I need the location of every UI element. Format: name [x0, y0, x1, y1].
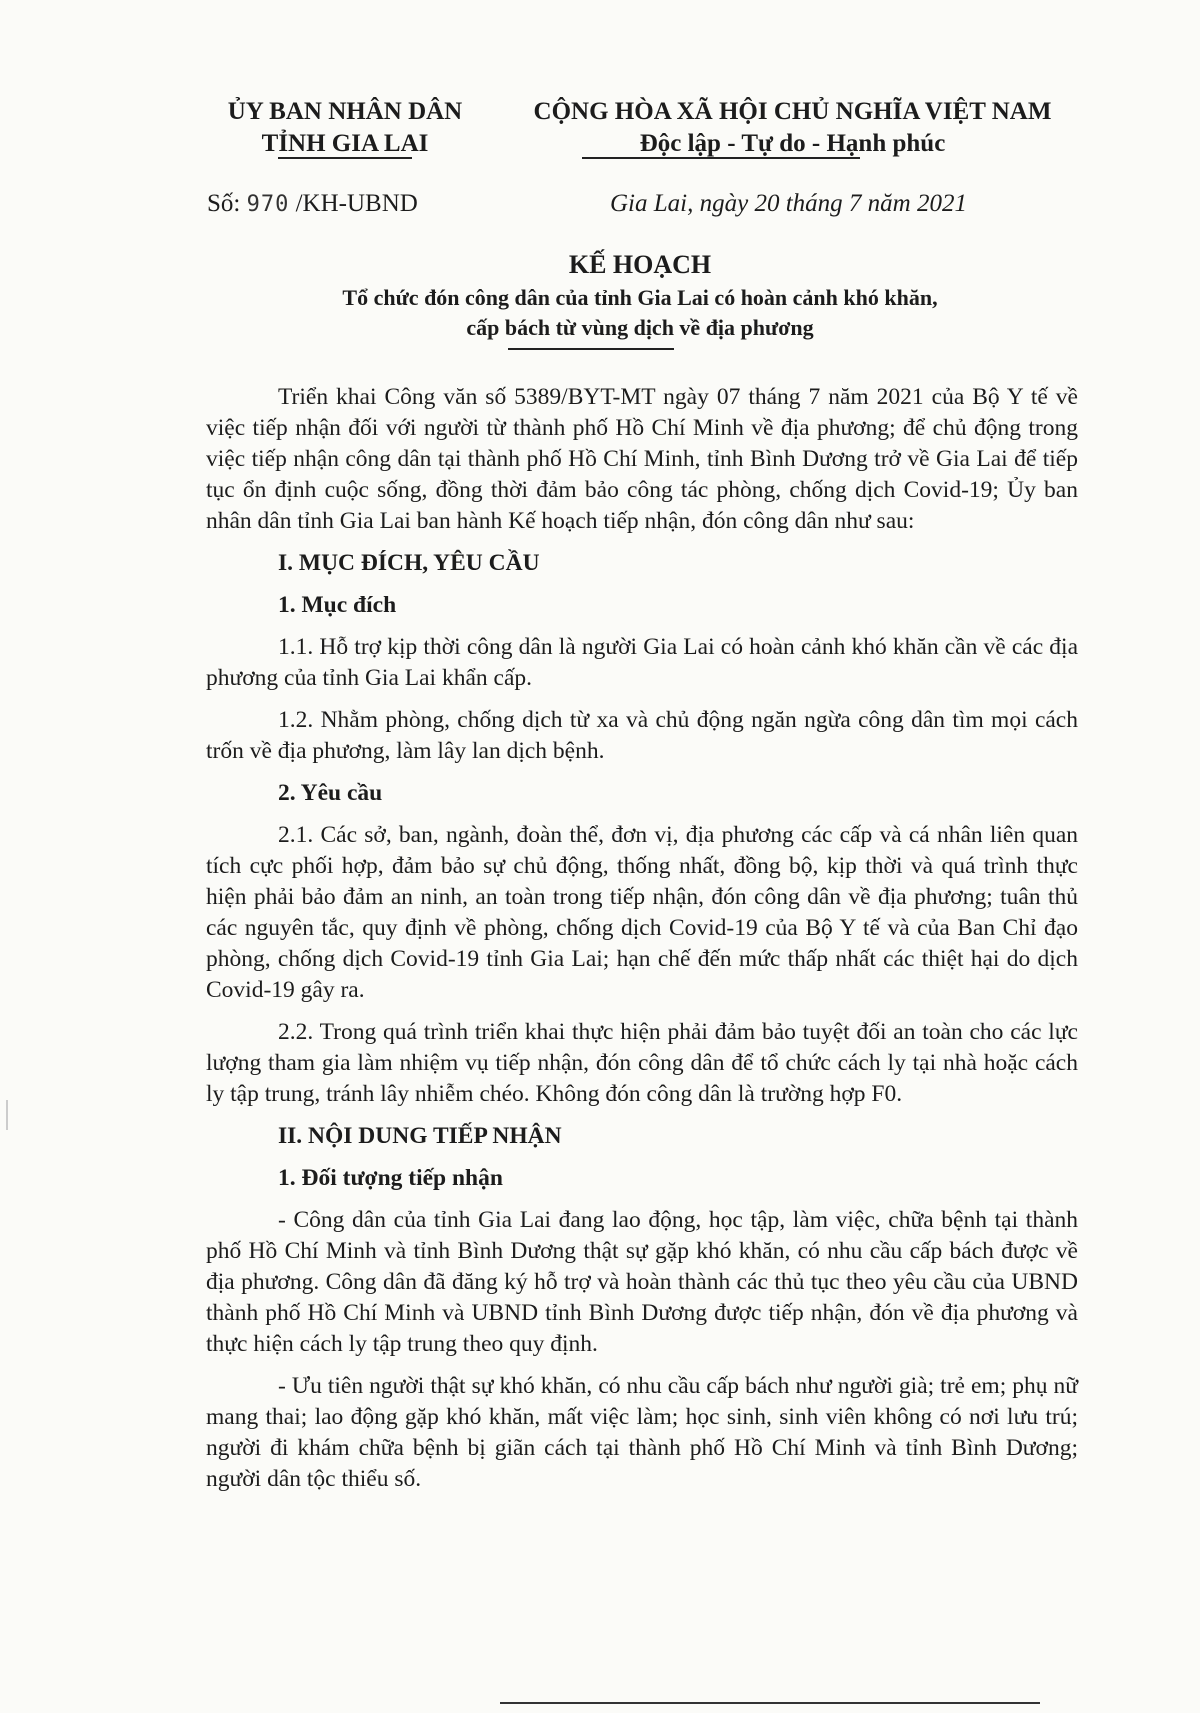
- paragraph-3-2: - Ưu tiên người thật sự khó khăn, có nhu cầu cấp bách như người già; trẻ em; phụ nữ mang thai; lao động gặp khó khăn, mất việc làm; học sinh, sinh viên không có nơi lưu trú; người đi khám chữa bệnh bị giãn cách tại thành phố Hồ Chí Minh và tỉnh Bình Dương; người dân tộc thiểu số.: [206, 1373, 1078, 1492]
- document-body: [206, 382, 1078, 1506]
- paragraph-2-2: 2.2. Trong quá trình triển khai thực hiện phải đảm bảo tuyệt đối an toàn cho các lực lượng tham gia làm nhiệm vụ tiếp nhận, đón công dân để tổ chức cách ly tại nhà hoặc cách ly tập trung, tránh lây nhiễm chéo. Không đón công dân là trường hợp F0.: [206, 1019, 1078, 1107]
- footer-rule: [500, 1702, 1040, 1704]
- scan-edge-mark: [6, 1100, 8, 1130]
- document-number: [207, 190, 418, 218]
- nation-line-1: CỘNG HÒA XÃ HỘI CHỦ NGHĨA VIỆT NAM: [533, 98, 1052, 125]
- paragraph-2-1: 2.1. Các sở, ban, ngành, đoàn thể, đơn vị, địa phương các cấp và cá nhân liên quan tích cực phối hợp, đảm bảo sự chủ động, thống nhất, đồng bộ, kịp thời và quá trình thực hiện phải bảo đảm an ninh, an toàn trong tiếp nhận, đón công dân về địa phương; tuân thủ các nguyên tắc, quy định về phòng, chống dịch Covid-19 của Bộ Y tế và của Ban Chỉ đạo phòng, chống dịch Covid-19 tỉnh Gia Lai; hạn chế đến mức thấp nhất các thiệt hại do dịch Covid-19 gây ra.: [206, 822, 1078, 1003]
- intro-paragraph: Triển khai Công văn số 5389/BYT-MT ngày 07 tháng 7 năm 2021 của Bộ Y tế về việc tiếp nhận đối với người từ thành phố Hồ Chí Minh về địa phương; để chủ động trong việc tiếp nhận công dân tại thành phố Hồ Chí Minh, tỉnh Bình Dương trở về Gia Lai để tiếp tục ổn định cuộc sống, đồng thời đảm bảo công tác phòng, chống dịch Covid-19; Ủy ban nhân dân tỉnh Gia Lai ban hành Kế hoạch tiếp nhận, đón công dân như sau:: [206, 384, 1078, 534]
- subtitle-line-1: Tổ chức đón công dân của tỉnh Gia Lai có hoàn cảnh khó khăn,: [342, 285, 938, 310]
- agency-underline: [278, 157, 412, 159]
- motto-underline: [582, 157, 860, 159]
- handwritten-number: 970: [246, 192, 290, 217]
- national-motto: [505, 96, 1080, 160]
- number-prefix: Số:: [207, 190, 241, 217]
- document-title: KẾ HOẠCH: [568, 250, 712, 279]
- paragraph-3-1: - Công dân của tỉnh Gia Lai đang lao động, học tập, làm việc, chữa bệnh tại thành phố Hồ Chí Minh và tỉnh Bình Dương thật sự gặp khó khăn, có nhu cầu cấp bách được về địa phương. Công dân đã đăng ký hỗ trợ và hoàn thành các thủ tục theo yêu cầu của UBND thành phố Hồ Chí Minh và UBND tỉnh Bình Dương được tiếp nhận, đón về địa phương và thực hiện cách ly tập trung theo quy định.: [206, 1207, 1078, 1357]
- subheading-recipients: 1. Đối tượng tiếp nhận: [278, 1165, 503, 1191]
- issuing-agency: [200, 96, 490, 160]
- document-subtitle: [200, 283, 1080, 343]
- subheading-requirements: 2. Yêu cầu: [278, 780, 383, 806]
- subtitle-line-2: cấp bách từ vùng dịch về địa phương: [466, 315, 814, 340]
- agency-line-2: TỈNH GIA LAI: [261, 130, 429, 157]
- title-underline: [508, 348, 674, 350]
- nation-line-2: Độc lập - Tự do - Hạnh phúc: [639, 130, 946, 157]
- section-heading-2: II. NỘI DUNG TIẾP NHẬN: [278, 1123, 562, 1149]
- paragraph-1-1: 1.1. Hỗ trợ kịp thời công dân là người Gia Lai có hoàn cảnh khó khăn cần về các địa phương của tỉnh Gia Lai khẩn cấp.: [206, 634, 1078, 691]
- agency-line-1: ỦY BAN NHÂN DÂN: [227, 98, 463, 125]
- paragraph-1-2: 1.2. Nhằm phòng, chống dịch từ xa và chủ động ngăn ngừa công dân tìm mọi cách trốn về địa phương, làm lây lan dịch bệnh.: [206, 707, 1078, 764]
- number-suffix: /KH-UBND: [295, 190, 418, 217]
- place-date: Gia Lai, ngày 20 tháng 7 năm 2021: [610, 190, 967, 217]
- subheading-purpose: 1. Mục đích: [278, 592, 397, 618]
- section-heading-1: I. MỤC ĐÍCH, YÊU CẦU: [278, 550, 540, 576]
